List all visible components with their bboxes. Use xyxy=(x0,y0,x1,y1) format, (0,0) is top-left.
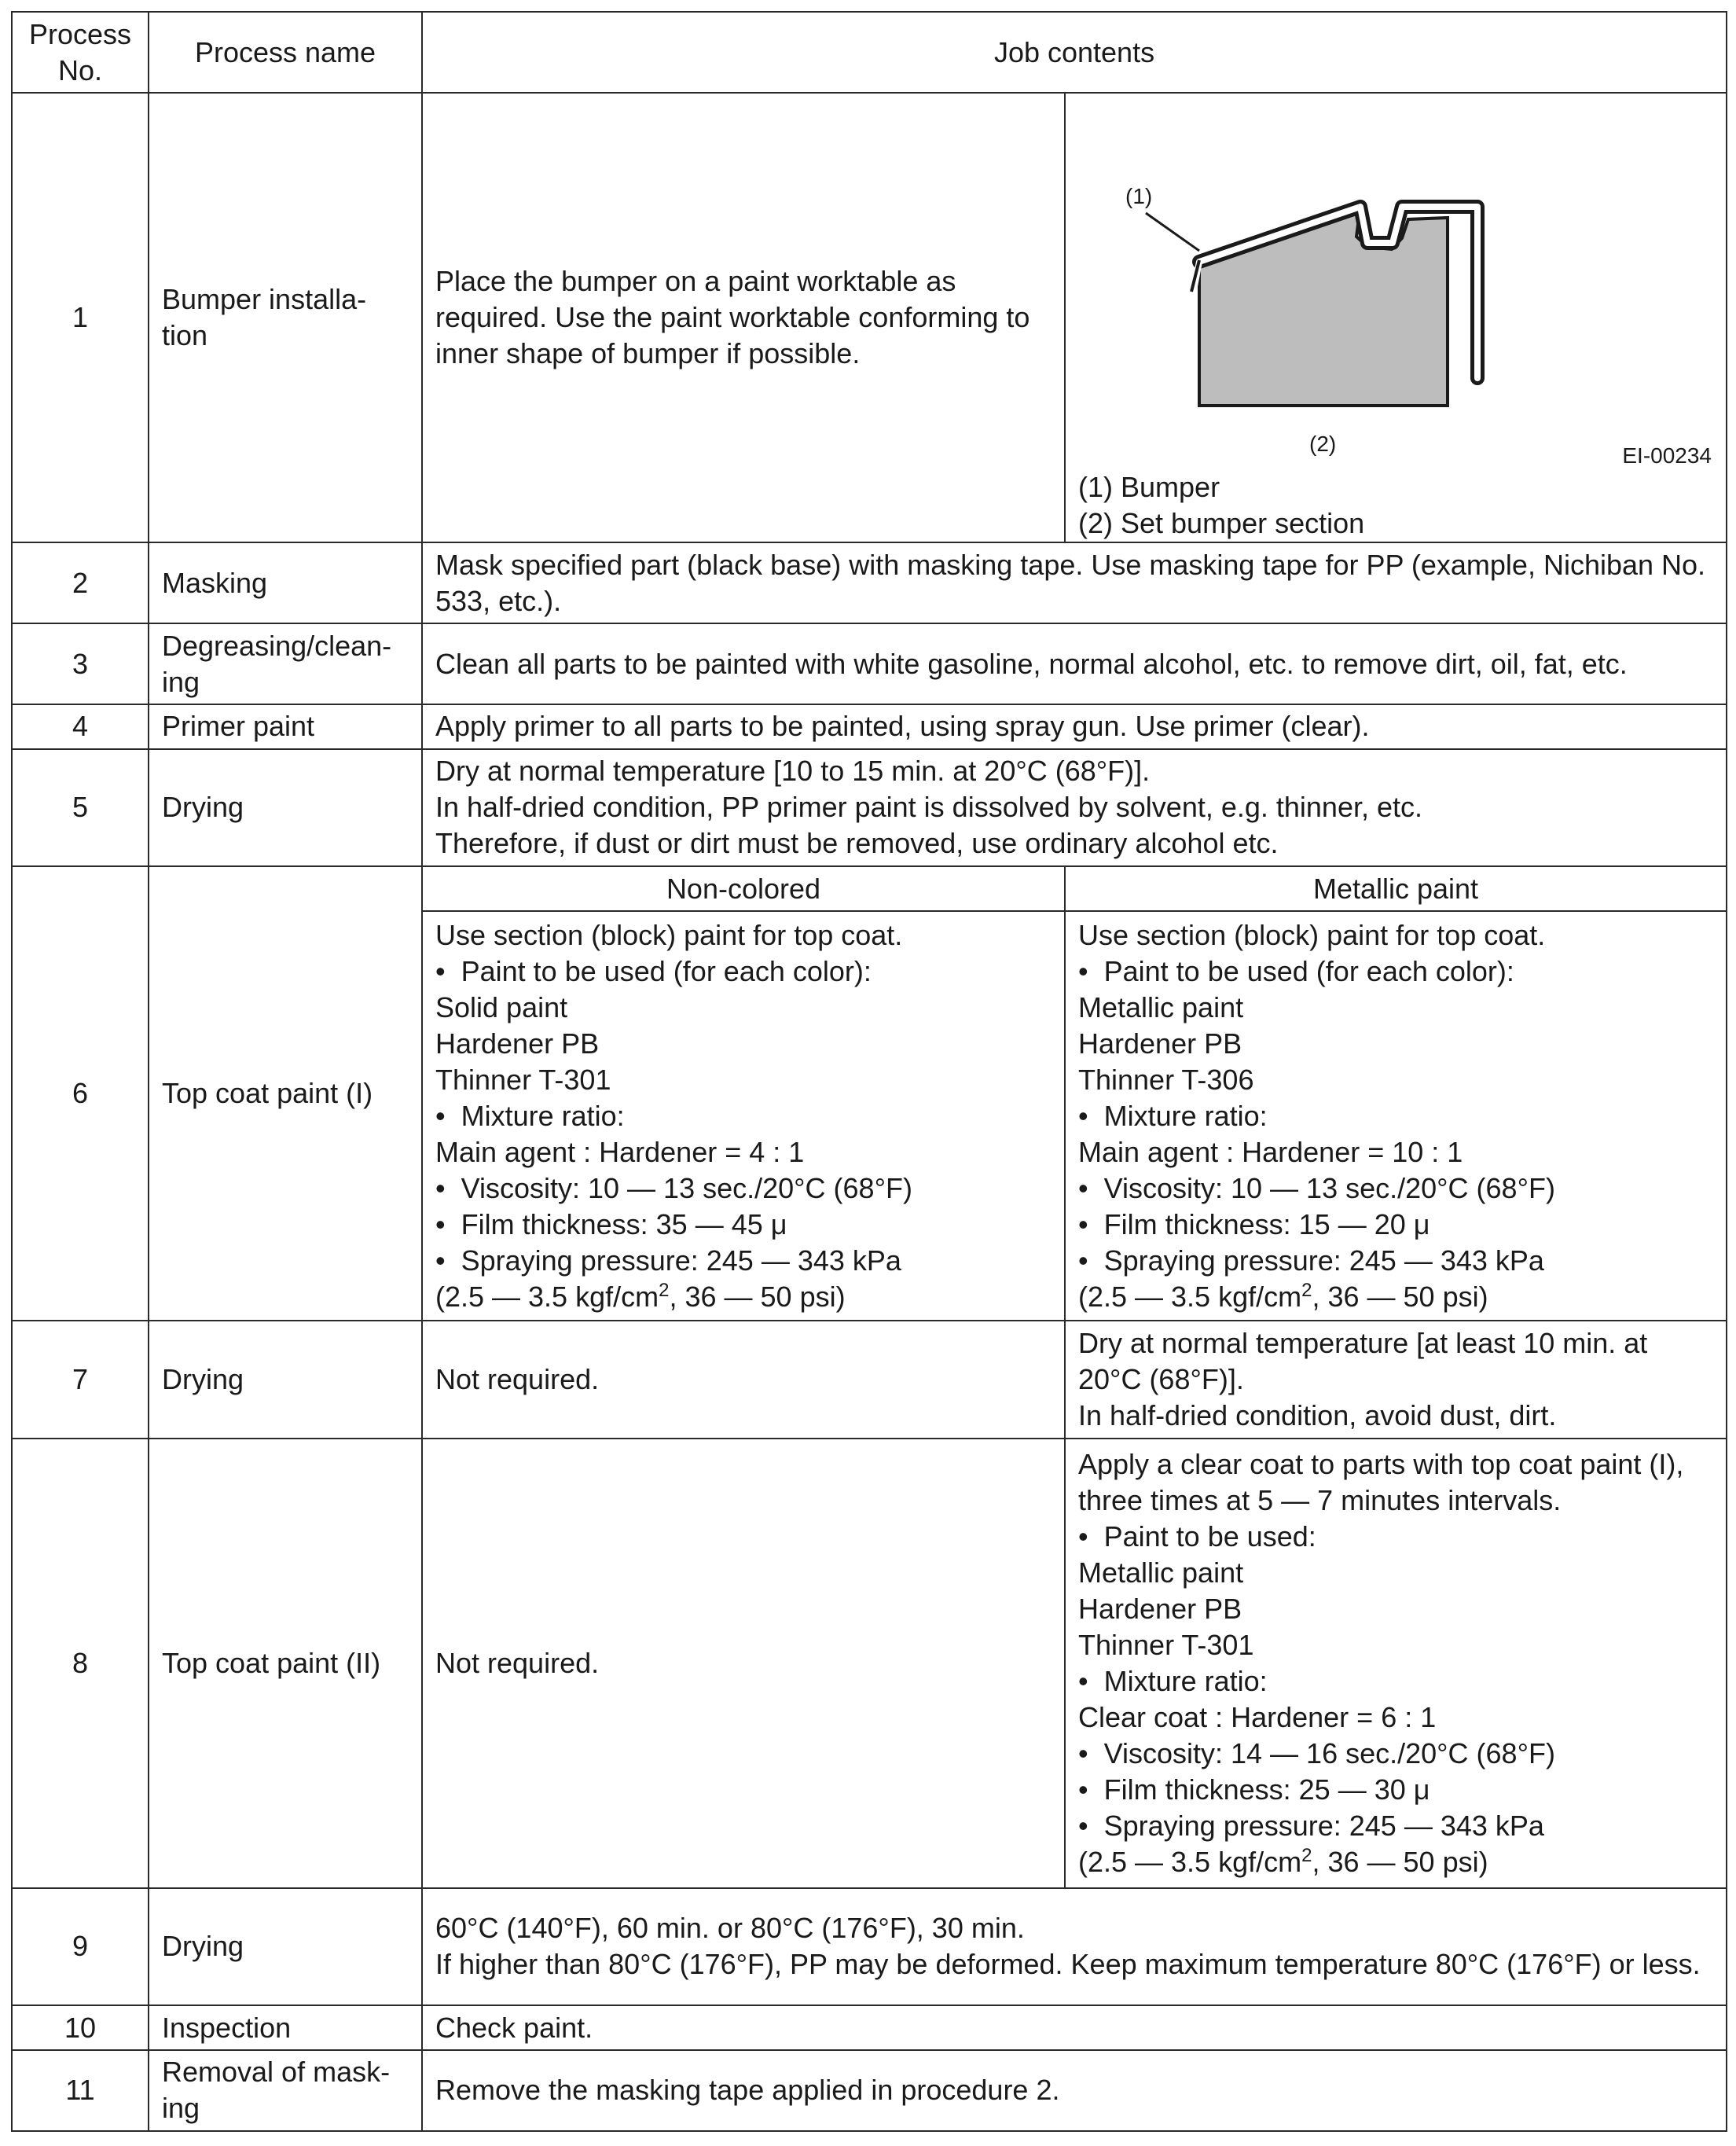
table-row xyxy=(12,1439,1727,1888)
spec-line: Thinner T-306 xyxy=(1078,1063,1254,1096)
subheader-metallic-paint: Metallic paint xyxy=(1065,866,1727,911)
metallic-spec xyxy=(1065,1439,1727,1888)
table-row xyxy=(12,623,1727,704)
non-colored-spec: Not required. xyxy=(422,1321,1065,1439)
spec-line: Clear coat : Hardener = 6 : 1 xyxy=(1078,1700,1437,1733)
job-line: Therefore, if dust or dirt must be removed, use ordinary alcohol etc. xyxy=(435,827,1279,860)
spec-bullet: • Paint to be used (for each color): xyxy=(1078,954,1713,990)
figure-code: EI-00234 xyxy=(1622,443,1712,469)
spec-bullet: • Viscosity: 14 — 16 sec./20°C (68°F) xyxy=(1078,1736,1713,1772)
spec-bullet: • Viscosity: 10 — 13 sec./20°C (68°F) xyxy=(1078,1170,1713,1207)
job-text: Remove the masking tape applied in procedure 2. xyxy=(422,2050,1727,2131)
spec-bullet: • Spraying pressure: 245 — 343 kPa xyxy=(1078,1243,1713,1279)
callout-1-label: (1) xyxy=(1125,184,1153,209)
header-row xyxy=(12,12,1727,93)
process-no: 3 xyxy=(12,623,149,704)
spec-bullet: • Mixture ratio: xyxy=(1078,1663,1713,1700)
spec-bullet: • Spraying pressure: 245 — 343 kPa xyxy=(435,1243,1052,1279)
paint-process-table xyxy=(11,11,1727,2132)
spec-bullet: • Film thickness: 35 — 45 μ xyxy=(435,1207,1052,1243)
spec-line: Solid paint xyxy=(435,990,568,1023)
spec-line: Metallic paint xyxy=(1078,1556,1244,1589)
process-name: Bumper installa-tion xyxy=(149,93,422,542)
process-name: Drying xyxy=(149,1888,422,2006)
pressure-text: (2.5 — 3.5 kgf/cm xyxy=(1078,1280,1302,1313)
process-no: 2 xyxy=(12,542,149,623)
job-text: Apply primer to all parts to be painted, using spray gun. Use primer (clear). xyxy=(422,704,1727,749)
pressure-text: (2.5 — 3.5 kgf/cm xyxy=(1078,1845,1302,1878)
process-name: Masking xyxy=(149,542,422,623)
process-no: 4 xyxy=(12,704,149,749)
process-no: 10 xyxy=(12,2005,149,2050)
process-no: 8 xyxy=(12,1439,149,1888)
spec-bullet: • Mixture ratio: xyxy=(435,1098,1052,1134)
header-process-no: Process No. xyxy=(12,12,149,93)
figure-legend xyxy=(1078,469,1364,542)
job-line: If higher than 80°C (176°F), PP may be deformed. Keep maximum temperature 80°C (176°F) or less. xyxy=(435,1948,1701,1981)
table-row xyxy=(12,1321,1727,1439)
spec-bullet: • Spraying pressure: 245 — 343 kPa xyxy=(1078,1808,1713,1844)
spec-bullet: • Paint to be used: xyxy=(1078,1519,1713,1555)
table-row xyxy=(12,542,1727,623)
pressure-text: , 36 — 50 psi) xyxy=(669,1280,846,1313)
table-row xyxy=(12,2005,1727,2050)
spec-line: Dry at normal temperature [at least 10 min. at 20°C (68°F)]. xyxy=(1078,1327,1648,1395)
table-row xyxy=(12,2050,1727,2131)
spec-line: Thinner T-301 xyxy=(435,1063,611,1096)
process-name: Degreasing/clean-ing xyxy=(149,623,422,704)
set-bumper-section-shape xyxy=(1199,207,1448,406)
table-row xyxy=(12,93,1727,542)
process-no: 11 xyxy=(12,2050,149,2131)
spec-bullet: • Viscosity: 10 — 13 sec./20°C (68°F) xyxy=(435,1170,1052,1207)
job-line: In half-dried condition, PP primer paint is dissolved by solvent, e.g. thinner, etc. xyxy=(435,791,1423,824)
process-no: 5 xyxy=(12,749,149,867)
process-no: 6 xyxy=(12,866,149,1321)
spec-bullet: • Film thickness: 25 — 30 μ xyxy=(1078,1772,1713,1808)
table-row xyxy=(12,749,1727,867)
process-name: Primer paint xyxy=(149,704,422,749)
table-row xyxy=(12,704,1727,749)
callout-1-leader xyxy=(1146,213,1199,251)
callout-2-label: (2) xyxy=(1309,432,1337,457)
legend-item: (2) Set bumper section xyxy=(1078,507,1365,540)
spec-line: Use section (block) paint for top coat. xyxy=(435,918,903,951)
process-name: Top coat paint (II) xyxy=(149,1439,422,1888)
table-row xyxy=(12,866,1727,911)
process-name: Removal of mask-ing xyxy=(149,2050,422,2131)
spec-line xyxy=(1078,1844,1713,1880)
pressure-text: , 36 — 50 psi) xyxy=(1312,1280,1488,1313)
spec-bullet: • Paint to be used (for each color): xyxy=(435,954,1052,990)
metallic-spec xyxy=(1065,1321,1727,1439)
spec-line: Main agent : Hardener = 10 : 1 xyxy=(1078,1135,1463,1168)
header-job-contents: Job contents xyxy=(422,12,1727,93)
spec-bullet: • Mixture ratio: xyxy=(1078,1098,1713,1134)
superscript: 2 xyxy=(659,1279,670,1301)
spec-line xyxy=(435,1279,1052,1315)
job-text: Check paint. xyxy=(422,2005,1727,2050)
process-name: Drying xyxy=(149,749,422,867)
spec-line: Main agent : Hardener = 4 : 1 xyxy=(435,1135,805,1168)
bumper-diagram xyxy=(1066,94,1727,534)
job-text xyxy=(422,1888,1727,2006)
process-name: Drying xyxy=(149,1321,422,1439)
process-name: Top coat paint (I) xyxy=(149,866,422,1321)
non-colored-spec xyxy=(422,911,1065,1321)
process-no: 1 xyxy=(12,93,149,542)
spec-line xyxy=(1078,1279,1713,1315)
job-text: Place the bumper on a paint worktable as required. Use the paint worktable conforming to inner shape of bumper if possible. xyxy=(422,93,1065,542)
table-row xyxy=(12,1888,1727,2006)
superscript: 2 xyxy=(1301,1279,1312,1301)
job-text: Mask specified part (black base) with masking tape. Use masking tape for PP (example, Nichiban No. 533, etc.). xyxy=(422,542,1727,623)
spec-bullet: • Film thickness: 15 — 20 μ xyxy=(1078,1207,1713,1243)
spec-line: Hardener PB xyxy=(1078,1592,1242,1625)
pressure-text: (2.5 — 3.5 kgf/cm xyxy=(435,1280,659,1313)
subheader-non-colored: Non-colored xyxy=(422,866,1065,911)
job-text: Clean all parts to be painted with white gasoline, normal alcohol, etc. to remove dirt, oil, fat, etc. xyxy=(422,623,1727,704)
spec-line: Hardener PB xyxy=(1078,1027,1242,1060)
spec-line: Hardener PB xyxy=(435,1027,600,1060)
process-no: 7 xyxy=(12,1321,149,1439)
spec-line: Apply a clear coat to parts with top coat paint (I), three times at 5 — 7 minutes intervals. xyxy=(1078,1447,1684,1516)
process-name: Inspection xyxy=(149,2005,422,2050)
superscript: 2 xyxy=(1301,1844,1312,1866)
spec-line: Thinner T-301 xyxy=(1078,1628,1254,1661)
job-line: 60°C (140°F), 60 min. or 80°C (176°F), 30 min. xyxy=(435,1912,1025,1945)
job-line: Dry at normal temperature [10 to 15 min. at 20°C (68°F)]. xyxy=(435,755,1151,788)
header-process-name: Process name xyxy=(149,12,422,93)
spec-line: Metallic paint xyxy=(1078,990,1244,1023)
spec-line: In half-dried condition, avoid dust, dirt. xyxy=(1078,1399,1557,1431)
pressure-text: , 36 — 50 psi) xyxy=(1312,1845,1488,1878)
process-no: 9 xyxy=(12,1888,149,2006)
spec-line: Use section (block) paint for top coat. xyxy=(1078,918,1546,951)
job-text xyxy=(422,749,1727,867)
bumper-figure-cell xyxy=(1065,93,1727,542)
metallic-spec xyxy=(1065,911,1727,1321)
legend-item: (1) Bumper xyxy=(1078,471,1220,504)
non-colored-spec: Not required. xyxy=(422,1439,1065,1888)
